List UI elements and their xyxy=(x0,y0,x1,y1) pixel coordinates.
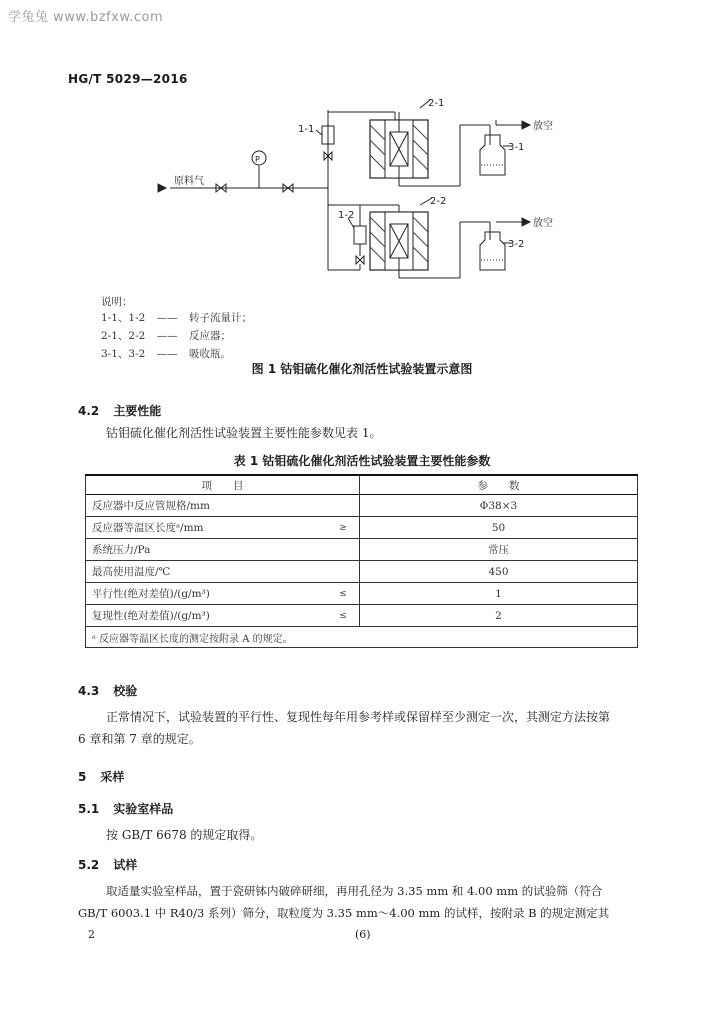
row-item: 反应器等温区长度ᵃ/mm xyxy=(86,517,328,539)
table-note-row xyxy=(86,627,638,648)
legend-row xyxy=(101,346,231,361)
figure-caption: 图 1 钴钼硫化催化剂活性试验装置示意图 xyxy=(251,362,473,376)
row-item: 系统压力/Pa xyxy=(86,539,328,561)
legend-key: 2-1、2-2 xyxy=(101,330,146,342)
section-5-1-text: 按 GB/T 6678 的规定取得。 xyxy=(106,828,263,842)
section-4-3-line1: 正常情况下，试验装置的平行性、复现性每年用参考样或保留样至少测定一次，其测定方法按第 xyxy=(106,710,611,724)
row-mark xyxy=(327,561,360,583)
table-row xyxy=(86,605,638,627)
heading-number: 4.3 xyxy=(78,684,100,698)
section-5-heading xyxy=(78,768,124,785)
table-row xyxy=(86,583,638,605)
heading-number: 5.1 xyxy=(78,802,100,816)
row-item: 复现性(绝对差值)/(g/m³) xyxy=(86,605,328,627)
page-marker: (6) xyxy=(355,928,371,941)
legend-key: 1-1、1-2 xyxy=(101,312,146,324)
heading-text: 主要性能 xyxy=(113,404,162,418)
label-absorber2: 3-2 xyxy=(508,239,525,250)
heading-number: 4.2 xyxy=(78,404,100,418)
reactor-2-2 xyxy=(370,212,428,278)
section-5-2-line1: 取适量实验室样品，置于瓷研钵内破碎研细，再用孔径为 3.35 mm 和 4.00 mm 的试验筛（符合 xyxy=(106,884,603,898)
legend-row xyxy=(101,328,231,343)
section-4-2-heading xyxy=(78,402,161,419)
label-vent1: 放空 xyxy=(533,121,553,132)
table-row xyxy=(86,561,638,583)
section-5-1-heading xyxy=(78,800,173,817)
apparatus-diagram xyxy=(0,0,724,300)
legend-text: 反应器； xyxy=(189,330,232,342)
row-value: 450 xyxy=(360,561,638,583)
row-item: 最高使用温度/℃ xyxy=(86,561,328,583)
section-4-2-text: 钴钼硫化催化剂活性试验装置主要性能参数见表 1。 xyxy=(106,426,382,440)
rotameter-1-2 xyxy=(354,226,366,244)
row-mark xyxy=(327,495,360,517)
label-vent2: 放空 xyxy=(533,218,553,229)
label-absorber1: 3-1 xyxy=(508,142,525,153)
label-reactor1: 2-1 xyxy=(428,98,445,109)
table-caption: 表 1 钴钼硫化催化剂活性试验装置主要性能参数 xyxy=(233,454,491,468)
heading-text: 试样 xyxy=(113,858,138,872)
valve-1-2 xyxy=(356,256,364,264)
heading-text: 采样 xyxy=(100,770,125,784)
label-feed: 原料气 xyxy=(174,176,204,187)
legend-key: 3-1、3-2 xyxy=(101,348,146,360)
section-4-3-heading xyxy=(78,682,137,699)
watermark: 学兔兔 www.bzfxw.com xyxy=(8,10,164,25)
legend-title: 说明： xyxy=(101,296,133,308)
label-rot2: 1-2 xyxy=(338,210,355,221)
table-header-value: 参 数 xyxy=(360,475,638,495)
legend-sep: —— xyxy=(156,312,178,324)
row-item: 反应器中反应管规格/mm xyxy=(86,495,328,517)
section-5-2-line2: GB/T 6003.1 中 R40/3 系列）筛分，取粒度为 3.35 mm～4.00 mm 的试样，按附录 B 的规定测定其 xyxy=(78,906,610,920)
legend-sep: —— xyxy=(156,348,178,360)
table-header-item: 项 目 xyxy=(86,475,360,495)
row-value: Φ38×3 xyxy=(360,495,638,517)
legend-sep: —— xyxy=(156,330,178,342)
section-4-3-line2: 6 章和第 7 章的规定。 xyxy=(78,732,201,746)
row-value: 50 xyxy=(360,517,638,539)
legend-text: 转子流量计； xyxy=(189,312,253,324)
row-value: 1 xyxy=(360,583,638,605)
row-mark: ≤ xyxy=(327,605,360,627)
row-value: 2 xyxy=(360,605,638,627)
heading-text: 实验室样品 xyxy=(113,802,174,816)
standard-code: HG/T 5029—2016 xyxy=(68,72,188,86)
legend-row xyxy=(101,310,252,325)
table-row xyxy=(86,539,638,561)
table-row xyxy=(86,495,638,517)
legend-text: 吸收瓶。 xyxy=(189,348,232,360)
row-value: 常压 xyxy=(360,539,638,561)
row-item: 平行性(绝对差值)/(g/m³) xyxy=(86,583,328,605)
table-note: ᵃ 反应器等温区长度的测定按附录 A 的规定。 xyxy=(86,627,638,648)
feed-arrow xyxy=(158,184,166,192)
table-header-row xyxy=(86,475,638,495)
row-mark: ≤ xyxy=(327,583,360,605)
label-pressure: P xyxy=(255,155,260,164)
row-mark: ≥ xyxy=(327,517,360,539)
page-number: 2 xyxy=(88,928,95,941)
table-row xyxy=(86,517,638,539)
heading-number: 5 xyxy=(78,770,87,784)
section-5-2-heading xyxy=(78,856,137,873)
label-rot1: 1-1 xyxy=(298,124,315,135)
heading-text: 校验 xyxy=(113,684,138,698)
reactor-2-1 xyxy=(370,112,428,186)
label-reactor2: 2-2 xyxy=(430,196,447,207)
row-mark xyxy=(327,539,360,561)
spec-table xyxy=(85,474,638,648)
heading-number: 5.2 xyxy=(78,858,100,872)
